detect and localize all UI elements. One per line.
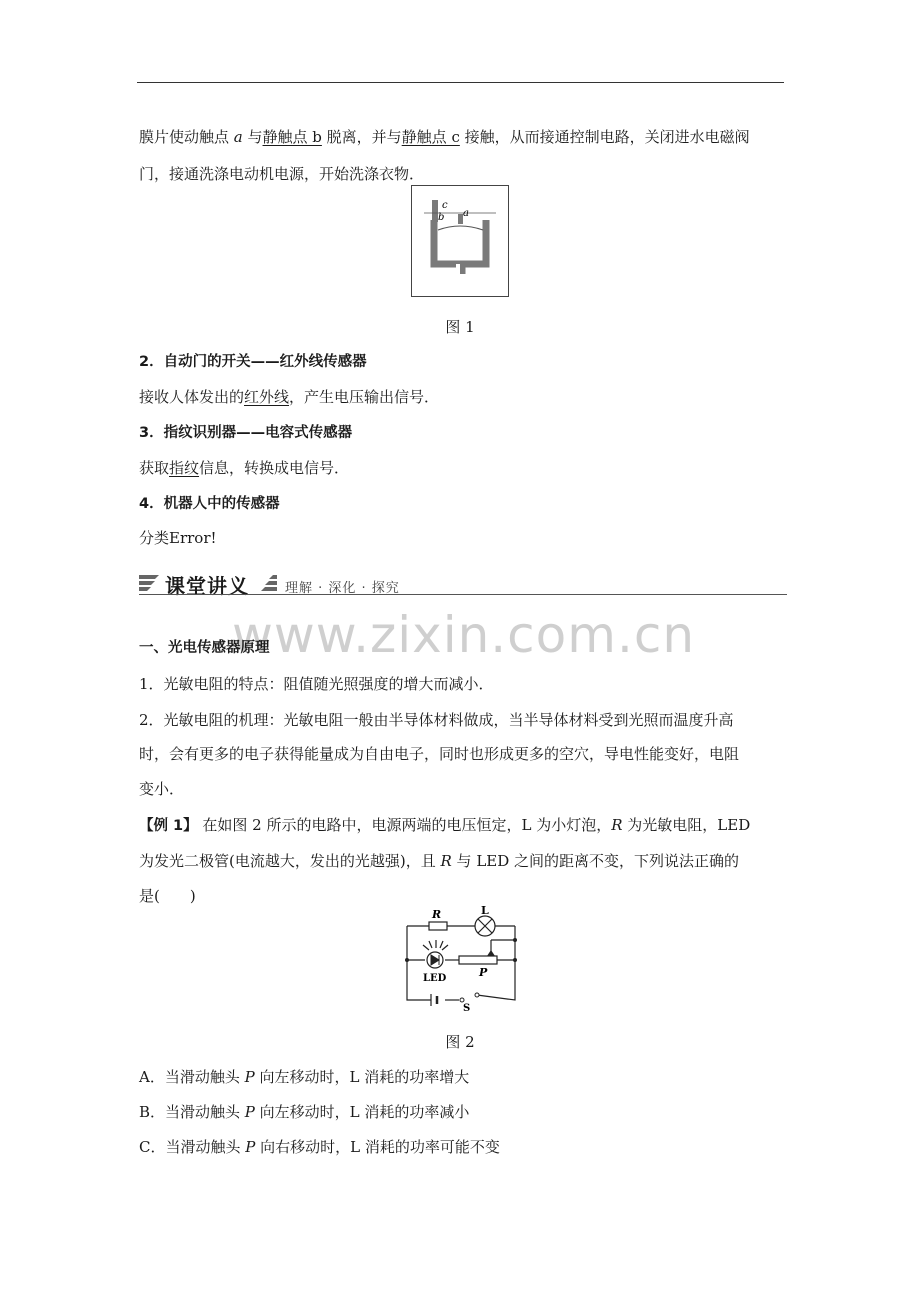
section-title: 课堂讲义 (165, 574, 249, 598)
paragraph-line: 门，接通洗涤电动机电源，开始洗涤衣物． (139, 165, 425, 183)
text-segment: 膜片使动触点 (139, 128, 234, 146)
underlined-fingerprint: 指纹 (169, 459, 200, 477)
watermark: www.zixin.com.cn (232, 606, 696, 664)
section-header (139, 570, 787, 598)
section-subtitle: 理解 · 深化 · 探究 (285, 581, 400, 596)
label-R: R (432, 908, 442, 921)
figure-2-circuit (401, 905, 525, 1011)
header-rule (137, 82, 784, 83)
text-segment: 与 (242, 128, 263, 146)
section-rule (139, 594, 787, 595)
text-segment: B．当滑动触头 (139, 1103, 245, 1121)
photoresistor-R (429, 922, 447, 930)
paragraph-line: 时，会有更多的电子获得能量成为自由电子，同时也形成更多的空穴，导电性能变好，电阻 (139, 745, 740, 763)
paragraph-fingerprint (139, 458, 784, 478)
text-segment: 为光敏电阻，LED (622, 816, 751, 834)
example-1-line-2 (139, 851, 784, 871)
paragraph-line: 变小． (139, 780, 185, 798)
paragraph-photoresistor-mechanism: 2．光敏电阻的机理：光敏电阻一般由半导体材料做成，当半导体材料受到光照而温度升高 (139, 711, 734, 729)
switch-S (475, 993, 479, 997)
heading-automatic-door: 2．自动门的开关——红外线传感器 (139, 354, 367, 370)
label-LED: LED (423, 973, 447, 984)
variable-R: R (611, 816, 623, 834)
label-b: b (438, 212, 445, 223)
rheostat (459, 956, 497, 964)
text-segment: 接触，从而接通控制电路，关闭进水电磁阀 (459, 128, 750, 146)
example-1-line-3: 是( ) (139, 887, 196, 905)
heading-photoelectric: 一、光电传感器原理 (139, 640, 270, 656)
label-P: P (479, 966, 488, 979)
option-b (139, 1102, 784, 1122)
text-segment: 接收人体发出的 (139, 388, 245, 406)
text-segment: 向左移动时，L 消耗的功率增大 (254, 1068, 470, 1086)
example-tag: 【例 1】 (139, 818, 198, 834)
pressure-switch-diagram (412, 186, 508, 296)
variable-a: a (233, 128, 243, 146)
option-c (139, 1137, 784, 1157)
figure-2-caption: 图 2 (445, 1033, 475, 1051)
label-S: S (463, 1003, 471, 1011)
text-segment: 为发光二极管(电流越大，发出的光越强)，且 (139, 852, 441, 870)
underlined-infrared: 红外线 (244, 388, 290, 406)
label-c: c (442, 200, 448, 211)
heading-fingerprint: 3．指纹识别器——电容式传感器 (139, 425, 353, 441)
variable-R: R (440, 852, 452, 870)
text-segment: A．当滑动触头 (139, 1068, 245, 1086)
variable-P: P (244, 1068, 255, 1086)
text-segment: 在如图 2 所示的电路中，电源两端的电压恒定，L 为小灯泡， (197, 816, 612, 834)
heading-robot: 4．机器人中的传感器 (139, 496, 280, 512)
paragraph-classification: 分类Error! (139, 529, 217, 547)
label-a: a (463, 208, 469, 219)
variable-P: P (244, 1103, 255, 1121)
text-segment: 向左移动时，L 消耗的功率减小 (254, 1103, 470, 1121)
text-segment: C．当滑动触头 (139, 1138, 246, 1156)
text-segment: 信息，转换成电信号． (199, 459, 350, 477)
stripes-right-icon (257, 573, 277, 593)
variable-P: P (245, 1138, 256, 1156)
text-segment: 向右移动时，L 消耗的功率可能不变 (255, 1138, 500, 1156)
text-segment: 脱离，并与 (321, 128, 402, 146)
underlined-static-contact-b: 静触点 b (262, 128, 322, 146)
paragraph-infrared (139, 387, 784, 407)
option-a (139, 1067, 784, 1087)
example-1-line-1 (139, 815, 784, 836)
underlined-static-contact-c: 静触点 c (401, 128, 460, 146)
text-segment: 获取 (139, 459, 170, 477)
figure-1 (411, 185, 509, 297)
figure-1-caption: 图 1 (445, 318, 475, 336)
text-segment: ，产生电压输出信号． (289, 388, 440, 406)
label-L: L (481, 905, 489, 917)
paragraph-photoresistor-feature: 1．光敏电阻的特点：阻值随光照强度的增大而减小． (139, 675, 494, 693)
stripes-left-icon (139, 573, 161, 593)
text-segment: 与 LED 之间的距离不变，下列说法正确的 (451, 852, 740, 870)
paragraph-membrane (139, 127, 784, 147)
